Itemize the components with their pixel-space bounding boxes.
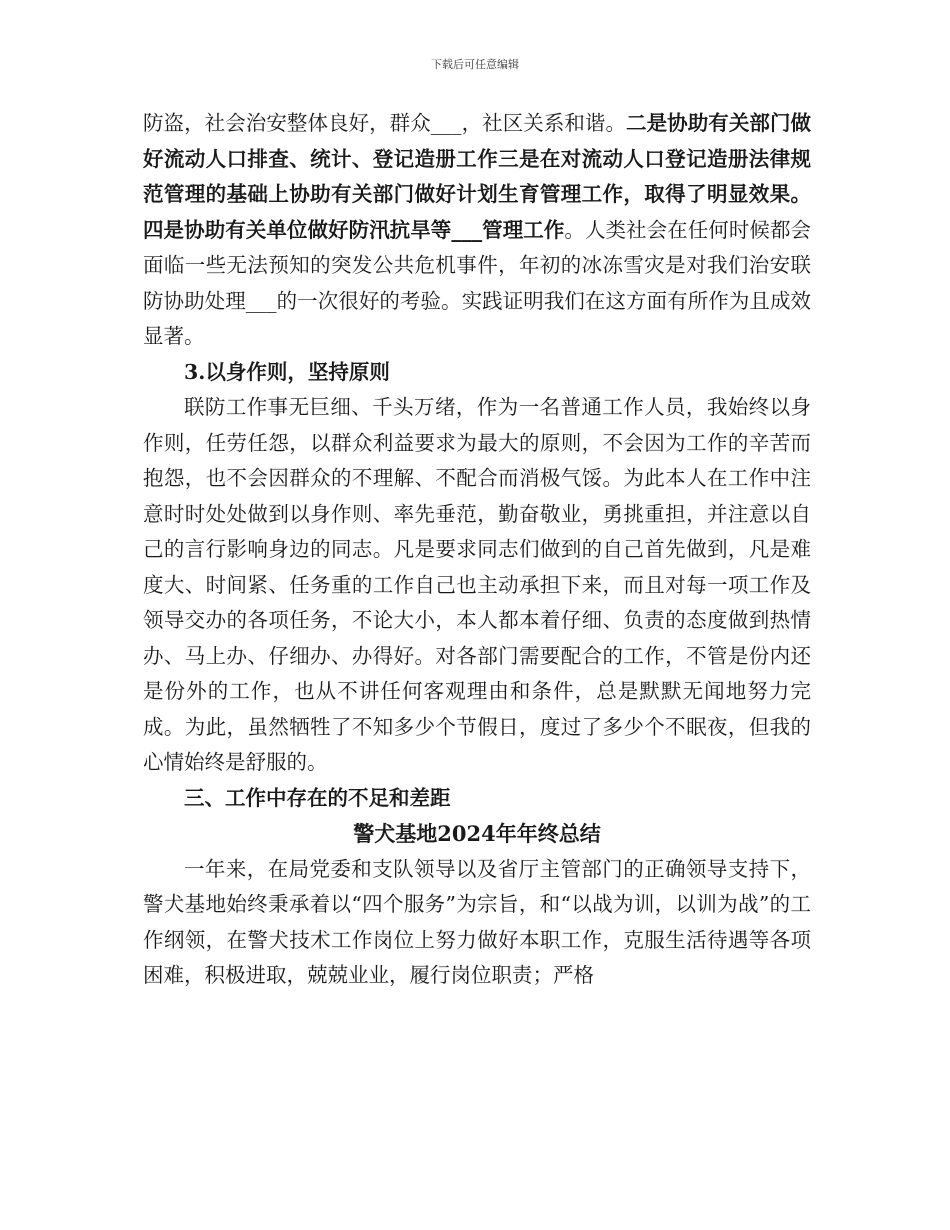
subsection-heading: 3.以身作则，坚持原则 — [184, 359, 390, 384]
paragraph-achievements — [143, 106, 811, 355]
paragraph-text: 防盗，社会治安整体良好，群众___，社区关系和谐。 — [143, 111, 627, 135]
paragraph-intro: 一年来，在局党委和支队领导以及省厅主管部门的正确领导支持下，警犬基地始终秉承着以“四个服务”为宗旨，和“以战为训，以训为战”的工作纲领，在警犬技术工作岗位上努力做好本职工作，克服生活待遇等各项困难，积极进取，兢兢业业，履行岗位职责；严格 — [143, 856, 811, 987]
page-header: 下载后可任意编辑 — [431, 58, 519, 71]
paragraph-bold-text: 二是协助有关部门做好流动人口排查、统计、登记造册工作三是在对流动人口登记造册法律规范管理的基础上协助有关部门做好计划生育管理工作，取得了明显效果。四是协助有关单位做好防汛抗旱等___管理工作 — [143, 111, 811, 242]
paragraph-text: 。人类社会在任何时候都会面临一些无法预知的突发公共危机事件，年初的冰冻雪灾是对我们治安联防协助处理___的一次很好的考验。实践证明我们在这方面有所作为且成效显著。 — [143, 217, 812, 348]
paragraph-principles: 联防工作事无巨细、千头万绪，作为一名普通工作人员，我始终以身作则，任劳任怨，以群众利益要求为最大的原则，不会因为工作的辛苦而抱怨，也不会因群众的不理解、不配合而消极气馁。为此本人在工作中注意时时处处做到以身作则、率先垂范，勤奋敬业，勇挑重担，并注意以自己的言行影响身边的同志。凡是要求同志们做到的自己首先做到，凡是难度大、时间紧、任务重的工作自己也主动承担下来，而且对每一项工作及领导交办的各项任务，不论大小，本人都本着仔细、负责的态度做到热情办、马上办、仔细办、办得好。对各部门需要配合的工作，不管是份内还是份外的工作，也从不讲任何客观理由和条件，总是默默无闻地努力完成。为此，虽然牺牲了不知多少个节假日，度过了多少个不眠夜，但我的心情始终是舒服的。 — [143, 395, 811, 774]
section-heading: 三、工作中存在的不足和差距 — [184, 785, 451, 810]
document-title: 警犬基地2024年年终总结 — [353, 821, 601, 846]
document-body — [143, 106, 811, 994]
